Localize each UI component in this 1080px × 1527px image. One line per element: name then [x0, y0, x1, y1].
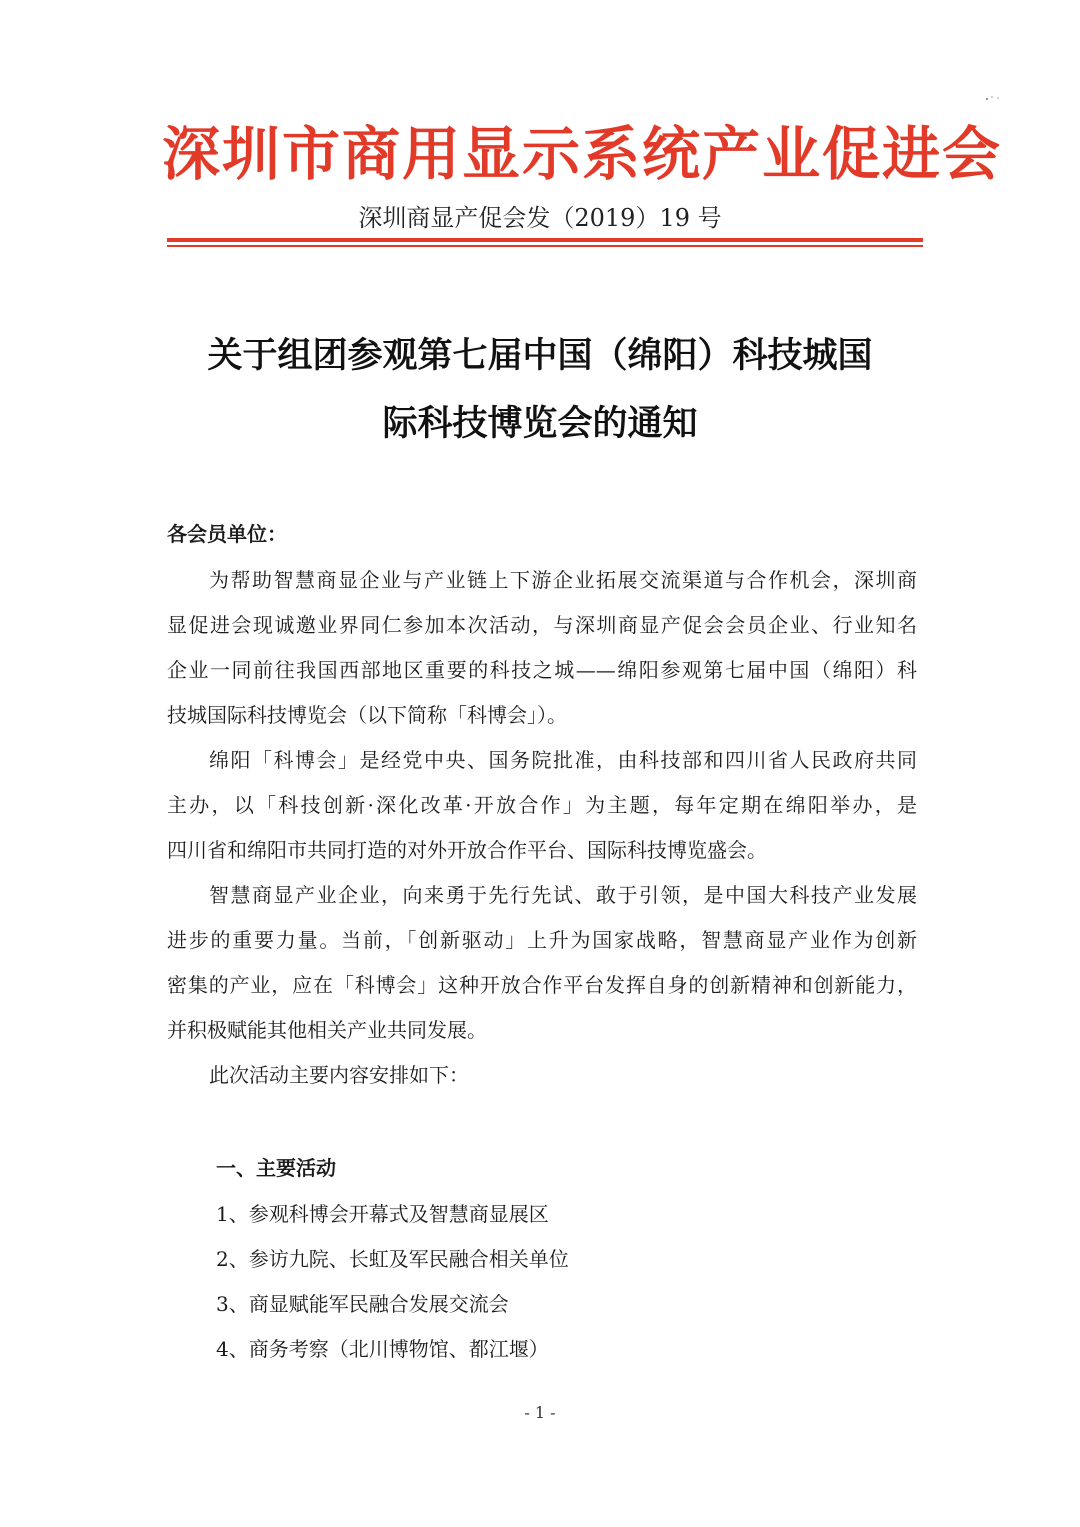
paragraph-2-line-3: 四川省和绵阳市共同打造的对外开放合作平台、国际科技博览盛会。: [167, 838, 767, 862]
document-number: 深圳商显产促会发（2019）19 号: [358, 204, 722, 232]
notice-title-line-1: 关于组团参观第七届中国（绵阳）科技城国: [207, 336, 873, 376]
paragraph-3-line-1: 智慧商显产业企业，向来勇于先行先试、敢于引领，是中国大科技产业发展: [209, 883, 917, 907]
paragraph-3-line-2: 进步的重要力量。当前，「创新驱动」上升为国家战略，智慧商显产业作为创新: [167, 928, 917, 952]
letterhead-divider-thin: [167, 245, 923, 247]
paragraph-3-line-3: 密集的产业，应在「科博会」这种开放合作平台发挥自身的创新精神和创新能力，: [167, 973, 917, 997]
page-number: - 1 -: [524, 1403, 556, 1422]
paragraph-2-line-1: 绵阳「科博会」是经党中央、国务院批准，由科技部和四川省人民政府共同: [209, 748, 917, 772]
paragraph-3-line-4: 并积极赋能其他相关产业共同发展。: [167, 1018, 487, 1042]
paragraph-2-line-2: 主办，以「科技创新·深化改革·开放合作」为主题，每年定期在绵阳举办，是: [167, 793, 917, 817]
paragraph-4: 此次活动主要内容安排如下：: [209, 1063, 469, 1087]
list-item: 3、商显赋能军民融合发展交流会: [216, 1292, 509, 1316]
list-item: 1、参观科博会开幕式及智慧商显展区: [216, 1202, 549, 1226]
paragraph-1-line-1: 为帮助智慧商显企业与产业链上下游企业拓展交流渠道与合作机会，深圳商: [209, 568, 917, 592]
list-item: 4、商务考察（北川博物馆、都江堰）: [216, 1337, 549, 1361]
list-item: 2、参访九院、长虹及军民融合相关单位: [216, 1247, 569, 1271]
letterhead-divider: [167, 238, 923, 242]
paragraph-1-line-2: 显促进会现诚邀业界同仁参加本次活动，与深圳商显产促会会员企业、行业知名: [167, 613, 917, 637]
salutation: 各会员单位：: [167, 522, 287, 546]
paragraph-1-line-3: 企业一同前往我国西部地区重要的科技之城——绵阳参观第七届中国（绵阳）科: [167, 658, 917, 682]
organization-letterhead: 深圳市商用显示系统产业促进会: [162, 120, 1003, 188]
notice-title-line-2: 际科技博览会的通知: [382, 404, 698, 444]
scan-speck-mark: [984, 94, 1002, 102]
paragraph-1-line-4: 技城国际科技博览会（以下简称「科博会」）。: [167, 703, 567, 727]
section-heading-main-activities: 一、主要活动: [216, 1156, 336, 1180]
